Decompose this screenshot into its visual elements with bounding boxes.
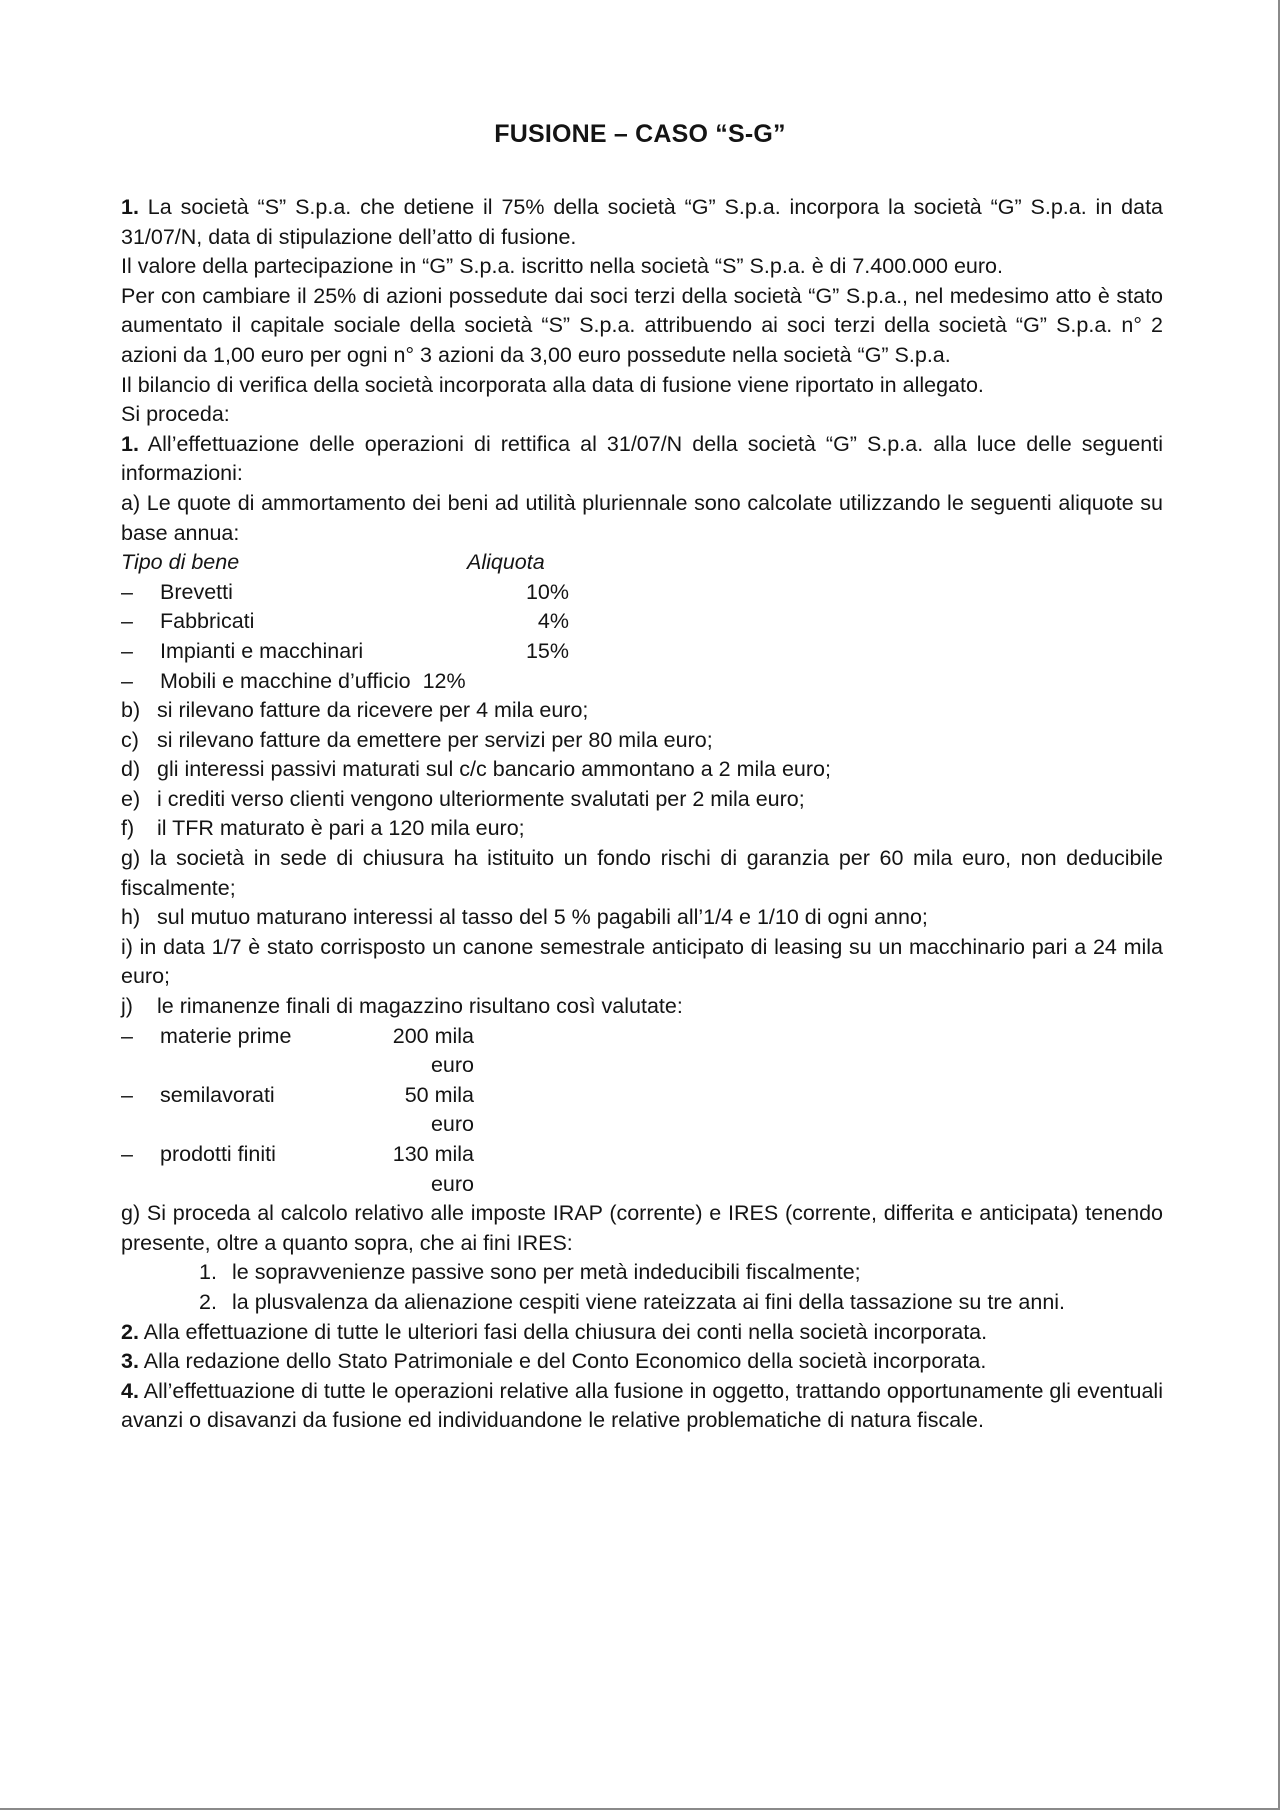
inventory-value: 50 mila euro <box>404 1082 474 1137</box>
item-i: i) in data 1/7 è stato corrisposto un canone semestrale anticipato di leasing su un macchinario pari a 24 mila euro; <box>121 934 1163 989</box>
document-title: FUSIONE – CASO “S-G” <box>494 120 786 148</box>
task-4 <box>121 1377 1163 1436</box>
document-body <box>121 193 1163 1436</box>
balance-note: Il bilancio di verifica della società incorporata alla data di fusione viene riportato in allegato. <box>121 372 984 397</box>
task-3-text: Alla redazione dello Stato Patrimoniale e del Conto Economico della società incorporata. <box>138 1349 987 1374</box>
task-3 <box>121 1347 1163 1377</box>
task-1-number: 1. <box>121 431 139 456</box>
intro-number: 1. <box>121 195 139 219</box>
item-text: il TFR maturato è pari a 120 mila euro; <box>157 816 525 841</box>
inventory-name: prodotti finiti <box>160 1142 276 1166</box>
item-text: si rilevano fatture da ricevere per 4 mila euro; <box>157 698 589 723</box>
rates-header <box>121 548 1163 578</box>
item-text: gli interessi passivi maturati sul c/c bancario ammontano a 2 mila euro; <box>157 757 831 782</box>
item-letter: e) <box>121 786 141 811</box>
rate-value: 15% <box>525 638 569 663</box>
rate-row <box>121 667 1163 697</box>
rate-row <box>121 578 1163 608</box>
item-text: le rimanenze finali di magazzino risultano così valutate: <box>157 994 683 1019</box>
task-3-number: 3. <box>121 1349 139 1374</box>
item-text: sul mutuo maturano interessi al tasso del 5 % pagabili all’1/4 e 1/10 di ogni anno; <box>157 905 928 930</box>
rate-value: 12% <box>422 668 466 693</box>
list-item <box>121 755 1163 785</box>
capital-increase-paragraph: Per con cambiare il 25% di azioni possedute dai soci terzi della società “G” S.p.a., nel medesimo atto è stato aumentato il capitale sociale della società “S” S.p.a. attribuendo ai soci terzi della società “G” S.p.a. n° 2 azioni da 1,00 euro per ogni n° 3 azioni da 3,00 euro possedute nella società “G” S.p.a. <box>121 283 1163 367</box>
inventory-row <box>121 1140 1163 1199</box>
ires-note <box>121 1258 1163 1288</box>
item-h <box>121 903 1163 933</box>
item-j <box>121 992 1163 1022</box>
inventory-row <box>121 1081 1163 1140</box>
rates-header-rate: Aliquota <box>467 550 545 575</box>
item-g-taxes: g) Si proceda al calcolo relativo alle imposte IRAP (corrente) e IRES (corrente, differita e anticipata) tenendo presente, oltre a quanto sopra, che ai fini IRES: <box>121 1201 1163 1255</box>
proceed-label: Si proceda: <box>121 402 230 427</box>
rate-asset: Brevetti <box>160 579 233 604</box>
item-text: si rilevano fatture da emettere per servizi per 80 mila euro; <box>157 727 713 752</box>
intro-text: La società “S” S.p.a. che detiene il 75% della società “G” S.p.a. incorpora la società “G” S.p.a. in data 31/07/N, data di stipulazione dell’atto di fusione. <box>121 195 1163 249</box>
dash-bullet: – <box>121 579 133 604</box>
dash-bullet: – <box>121 638 133 663</box>
dash-bullet: – <box>121 1142 133 1166</box>
intro-paragraph <box>121 193 1163 252</box>
task-2 <box>121 1318 1163 1348</box>
note-text: la plusvalenza da alienazione cespiti viene rateizzata ai fini della tassazione su tre anni. <box>232 1289 1066 1314</box>
note-text: le sopravvenienze passive sono per metà indeducibili fiscalmente; <box>232 1260 861 1285</box>
item-letter: f) <box>121 816 135 841</box>
list-item <box>121 785 1163 815</box>
participation-value: Il valore della partecipazione in “G” S.p.a. iscritto nella società “S” S.p.a. è di 7.400.000 euro. <box>121 254 1003 279</box>
ires-note <box>121 1288 1163 1318</box>
rate-value: 4% <box>537 609 569 634</box>
task-4-text: All’effettuazione di tutte le operazioni relative alla fusione in oggetto, trattando opportunamente gli eventuali avanzi o disavanzi da fusione ed individuandone le relative problematiche di natura fiscale. <box>121 1378 1163 1433</box>
task-1-text: All’effettuazione delle operazioni di rettifica al 31/07/N della società “G” S.p.a. alla luce delle seguenti informazioni: <box>121 431 1163 486</box>
item-g: g) la società in sede di chiusura ha istituito un fondo rischi di garanzia per 60 mila euro, non deducibile fiscalmente; <box>121 846 1163 900</box>
inventory-value: 200 mila euro <box>392 1023 474 1078</box>
dash-bullet: – <box>121 609 133 634</box>
dash-bullet: – <box>121 1082 133 1107</box>
task-2-text: Alla effettuazione di tutte le ulteriori fasi della chiusura dei conti nella società incorporata. <box>138 1319 988 1344</box>
list-item <box>121 696 1163 726</box>
task-2-number: 2. <box>121 1319 139 1344</box>
task-1 <box>121 430 1163 489</box>
item-a: a) Le quote di ammortamento dei beni ad utilità pluriennale sono calcolate utilizzando le seguenti aliquote su base annua: <box>121 490 1163 545</box>
list-item <box>121 726 1163 756</box>
item-letter: j) <box>121 994 133 1019</box>
rate-row <box>121 607 1163 637</box>
list-item <box>121 814 1163 844</box>
rate-asset: Mobili e macchine d’ufficio <box>160 668 411 693</box>
inventory-row <box>121 1022 1163 1081</box>
dash-bullet: – <box>121 668 133 693</box>
item-letter: b) <box>121 698 141 723</box>
item-letter: d) <box>121 757 141 782</box>
item-letter: h) <box>121 905 141 930</box>
rate-value: 10% <box>525 579 569 604</box>
note-number: 2. <box>199 1289 217 1314</box>
rate-row <box>121 637 1163 667</box>
task-4-number: 4. <box>121 1378 139 1403</box>
inventory-value: 130 mila euro <box>392 1142 474 1196</box>
rates-header-type: Tipo di bene <box>121 550 240 575</box>
inventory-name: materie prime <box>160 1023 292 1048</box>
rate-asset: Fabbricati <box>160 609 255 634</box>
dash-bullet: – <box>121 1023 133 1048</box>
inventory-name: semilavorati <box>160 1082 275 1107</box>
rate-asset: Impianti e macchinari <box>160 638 364 663</box>
item-text: i crediti verso clienti vengono ulteriormente svalutati per 2 mila euro; <box>157 786 805 811</box>
note-number: 1. <box>199 1260 217 1285</box>
item-letter: c) <box>121 727 139 752</box>
